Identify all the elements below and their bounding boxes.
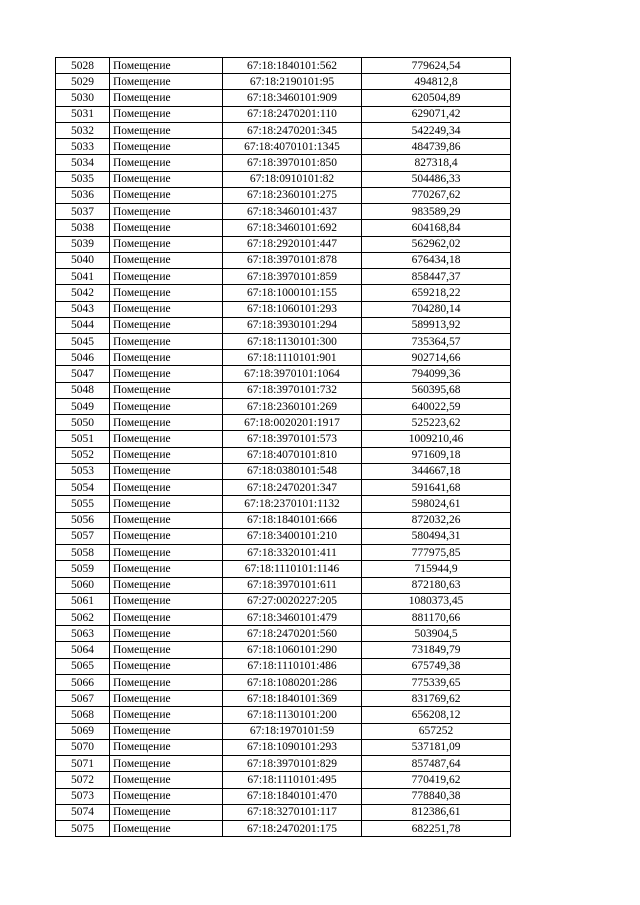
value-cell: 676434,18 bbox=[362, 252, 511, 268]
row-number-cell: 5042 bbox=[56, 285, 110, 301]
cadastral-number-cell: 67:18:2360101:275 bbox=[223, 187, 362, 203]
table-row bbox=[56, 301, 511, 317]
row-number-cell: 5048 bbox=[56, 382, 110, 398]
table-row bbox=[56, 512, 511, 528]
table-row bbox=[56, 772, 511, 788]
value-cell: 659218,22 bbox=[362, 285, 511, 301]
object-type-cell: Помещение bbox=[110, 122, 223, 138]
value-cell: 682251,78 bbox=[362, 821, 511, 837]
cadastral-number-cell: 67:18:3970101:878 bbox=[223, 252, 362, 268]
row-number-cell: 5074 bbox=[56, 804, 110, 820]
value-cell: 657252 bbox=[362, 723, 511, 739]
cadastral-number-cell: 67:18:3970101:829 bbox=[223, 756, 362, 772]
table-row bbox=[56, 252, 511, 268]
row-number-cell: 5049 bbox=[56, 398, 110, 414]
cadastral-number-cell: 67:18:2470201:347 bbox=[223, 480, 362, 496]
row-number-cell: 5039 bbox=[56, 236, 110, 252]
table-row bbox=[56, 333, 511, 349]
object-type-cell: Помещение bbox=[110, 723, 223, 739]
cadastral-number-cell: 67:18:1110101:1146 bbox=[223, 561, 362, 577]
value-cell: 591641,68 bbox=[362, 480, 511, 496]
cadastral-number-cell: 67:18:3460101:909 bbox=[223, 90, 362, 106]
table-body bbox=[56, 58, 511, 837]
value-cell: 881170,66 bbox=[362, 609, 511, 625]
row-number-cell: 5055 bbox=[56, 496, 110, 512]
value-cell: 525223,62 bbox=[362, 415, 511, 431]
table-row bbox=[56, 480, 511, 496]
object-type-cell: Помещение bbox=[110, 252, 223, 268]
object-type-cell: Помещение bbox=[110, 431, 223, 447]
cadastral-number-cell: 67:18:3460101:479 bbox=[223, 609, 362, 625]
value-cell: 902714,66 bbox=[362, 350, 511, 366]
object-type-cell: Помещение bbox=[110, 285, 223, 301]
value-cell: 831769,62 bbox=[362, 691, 511, 707]
cadastral-number-cell: 67:18:2470201:560 bbox=[223, 626, 362, 642]
cadastral-number-cell: 67:18:1130101:200 bbox=[223, 707, 362, 723]
row-number-cell: 5061 bbox=[56, 593, 110, 609]
value-cell: 827318,4 bbox=[362, 155, 511, 171]
table-row bbox=[56, 561, 511, 577]
table-row bbox=[56, 674, 511, 690]
object-type-cell: Помещение bbox=[110, 561, 223, 577]
value-cell: 629071,42 bbox=[362, 106, 511, 122]
row-number-cell: 5046 bbox=[56, 350, 110, 366]
table-row bbox=[56, 609, 511, 625]
row-number-cell: 5052 bbox=[56, 447, 110, 463]
cadastral-number-cell: 67:18:1840101:666 bbox=[223, 512, 362, 528]
table-row bbox=[56, 74, 511, 90]
value-cell: 504486,33 bbox=[362, 171, 511, 187]
row-number-cell: 5044 bbox=[56, 317, 110, 333]
cadastral-number-cell: 67:18:2360101:269 bbox=[223, 398, 362, 414]
value-cell: 503904,5 bbox=[362, 626, 511, 642]
object-type-cell: Помещение bbox=[110, 674, 223, 690]
row-number-cell: 5056 bbox=[56, 512, 110, 528]
object-type-cell: Помещение bbox=[110, 739, 223, 755]
row-number-cell: 5054 bbox=[56, 480, 110, 496]
cadastral-number-cell: 67:18:2190101:95 bbox=[223, 74, 362, 90]
object-type-cell: Помещение bbox=[110, 171, 223, 187]
object-type-cell: Помещение bbox=[110, 236, 223, 252]
value-cell: 971609,18 bbox=[362, 447, 511, 463]
value-cell: 779624,54 bbox=[362, 58, 511, 74]
value-cell: 1080373,45 bbox=[362, 593, 511, 609]
cadastral-number-cell: 67:18:1840101:369 bbox=[223, 691, 362, 707]
cadastral-number-cell: 67:18:1840101:470 bbox=[223, 788, 362, 804]
cadastral-number-cell: 67:18:3460101:692 bbox=[223, 220, 362, 236]
table-row bbox=[56, 691, 511, 707]
object-type-cell: Помещение bbox=[110, 90, 223, 106]
value-cell: 731849,79 bbox=[362, 642, 511, 658]
value-cell: 770419,62 bbox=[362, 772, 511, 788]
cadastral-number-cell: 67:18:0380101:548 bbox=[223, 463, 362, 479]
object-type-cell: Помещение bbox=[110, 756, 223, 772]
row-number-cell: 5072 bbox=[56, 772, 110, 788]
row-number-cell: 5063 bbox=[56, 626, 110, 642]
row-number-cell: 5057 bbox=[56, 528, 110, 544]
value-cell: 344667,18 bbox=[362, 463, 511, 479]
object-type-cell: Помещение bbox=[110, 415, 223, 431]
cadastral-number-cell: 67:18:1130101:300 bbox=[223, 333, 362, 349]
object-type-cell: Помещение bbox=[110, 642, 223, 658]
object-type-cell: Помещение bbox=[110, 398, 223, 414]
cadastral-number-cell: 67:18:1840101:562 bbox=[223, 58, 362, 74]
row-number-cell: 5070 bbox=[56, 739, 110, 755]
cadastral-number-cell: 67:18:1060101:293 bbox=[223, 301, 362, 317]
value-cell: 542249,34 bbox=[362, 122, 511, 138]
row-number-cell: 5060 bbox=[56, 577, 110, 593]
table-row bbox=[56, 155, 511, 171]
table-row bbox=[56, 171, 511, 187]
object-type-cell: Помещение bbox=[110, 187, 223, 203]
cadastral-number-cell: 67:27:0020227:205 bbox=[223, 593, 362, 609]
cadastral-number-cell: 67:18:1970101:59 bbox=[223, 723, 362, 739]
cadastral-number-cell: 67:18:3270101:117 bbox=[223, 804, 362, 820]
object-type-cell: Помещение bbox=[110, 74, 223, 90]
object-type-cell: Помещение bbox=[110, 788, 223, 804]
row-number-cell: 5053 bbox=[56, 463, 110, 479]
value-cell: 562962,02 bbox=[362, 236, 511, 252]
object-type-cell: Помещение bbox=[110, 658, 223, 674]
cadastral-number-cell: 67:18:2470201:345 bbox=[223, 122, 362, 138]
row-number-cell: 5036 bbox=[56, 187, 110, 203]
table-row bbox=[56, 350, 511, 366]
cadastral-number-cell: 67:18:1110101:486 bbox=[223, 658, 362, 674]
object-type-cell: Помещение bbox=[110, 382, 223, 398]
row-number-cell: 5066 bbox=[56, 674, 110, 690]
cadastral-number-cell: 67:18:3970101:611 bbox=[223, 577, 362, 593]
table-row bbox=[56, 723, 511, 739]
table-row bbox=[56, 642, 511, 658]
value-cell: 484739,86 bbox=[362, 139, 511, 155]
table-row bbox=[56, 626, 511, 642]
object-type-cell: Помещение bbox=[110, 691, 223, 707]
row-number-cell: 5068 bbox=[56, 707, 110, 723]
table-row bbox=[56, 236, 511, 252]
row-number-cell: 5069 bbox=[56, 723, 110, 739]
object-type-cell: Помещение bbox=[110, 772, 223, 788]
cadastral-number-cell: 67:18:4070101:1345 bbox=[223, 139, 362, 155]
table-row bbox=[56, 366, 511, 382]
table-row bbox=[56, 122, 511, 138]
value-cell: 1009210,46 bbox=[362, 431, 511, 447]
table-row bbox=[56, 545, 511, 561]
object-type-cell: Помещение bbox=[110, 496, 223, 512]
value-cell: 872032,26 bbox=[362, 512, 511, 528]
table-row bbox=[56, 804, 511, 820]
table-row bbox=[56, 382, 511, 398]
cadastral-number-cell: 67:18:3970101:850 bbox=[223, 155, 362, 171]
row-number-cell: 5030 bbox=[56, 90, 110, 106]
object-type-cell: Помещение bbox=[110, 707, 223, 723]
row-number-cell: 5028 bbox=[56, 58, 110, 74]
cadastral-number-cell: 67:18:1000101:155 bbox=[223, 285, 362, 301]
table-row bbox=[56, 204, 511, 220]
value-cell: 858447,37 bbox=[362, 269, 511, 285]
value-cell: 598024,61 bbox=[362, 496, 511, 512]
cadastral-number-cell: 67:18:1110101:495 bbox=[223, 772, 362, 788]
cadastral-number-cell: 67:18:3970101:732 bbox=[223, 382, 362, 398]
cadastral-number-cell: 67:18:4070101:810 bbox=[223, 447, 362, 463]
value-cell: 983589,29 bbox=[362, 204, 511, 220]
value-cell: 580494,31 bbox=[362, 528, 511, 544]
row-number-cell: 5073 bbox=[56, 788, 110, 804]
table-row bbox=[56, 496, 511, 512]
object-type-cell: Помещение bbox=[110, 804, 223, 820]
row-number-cell: 5041 bbox=[56, 269, 110, 285]
object-type-cell: Помещение bbox=[110, 269, 223, 285]
cadastral-number-cell: 67:18:1080201:286 bbox=[223, 674, 362, 690]
cadastral-number-cell: 67:18:1060101:290 bbox=[223, 642, 362, 658]
row-number-cell: 5047 bbox=[56, 366, 110, 382]
cadastral-number-cell: 67:18:3320101:411 bbox=[223, 545, 362, 561]
object-type-cell: Помещение bbox=[110, 447, 223, 463]
property-table bbox=[55, 57, 511, 837]
row-number-cell: 5058 bbox=[56, 545, 110, 561]
table-row bbox=[56, 707, 511, 723]
row-number-cell: 5059 bbox=[56, 561, 110, 577]
row-number-cell: 5051 bbox=[56, 431, 110, 447]
value-cell: 537181,09 bbox=[362, 739, 511, 755]
row-number-cell: 5029 bbox=[56, 74, 110, 90]
row-number-cell: 5067 bbox=[56, 691, 110, 707]
table-row bbox=[56, 187, 511, 203]
cadastral-number-cell: 67:18:3970101:573 bbox=[223, 431, 362, 447]
object-type-cell: Помещение bbox=[110, 204, 223, 220]
cadastral-number-cell: 67:18:2920101:447 bbox=[223, 236, 362, 252]
row-number-cell: 5045 bbox=[56, 333, 110, 349]
row-number-cell: 5062 bbox=[56, 609, 110, 625]
cadastral-number-cell: 67:18:3970101:859 bbox=[223, 269, 362, 285]
cadastral-number-cell: 67:18:1090101:293 bbox=[223, 739, 362, 755]
value-cell: 775339,65 bbox=[362, 674, 511, 690]
object-type-cell: Помещение bbox=[110, 626, 223, 642]
table-row bbox=[56, 106, 511, 122]
cadastral-number-cell: 67:18:0020201:1917 bbox=[223, 415, 362, 431]
object-type-cell: Помещение bbox=[110, 593, 223, 609]
value-cell: 778840,38 bbox=[362, 788, 511, 804]
row-number-cell: 5043 bbox=[56, 301, 110, 317]
cadastral-number-cell: 67:18:1110101:901 bbox=[223, 350, 362, 366]
row-number-cell: 5040 bbox=[56, 252, 110, 268]
row-number-cell: 5075 bbox=[56, 821, 110, 837]
value-cell: 604168,84 bbox=[362, 220, 511, 236]
cadastral-number-cell: 67:18:3400101:210 bbox=[223, 528, 362, 544]
row-number-cell: 5037 bbox=[56, 204, 110, 220]
object-type-cell: Помещение bbox=[110, 58, 223, 74]
object-type-cell: Помещение bbox=[110, 609, 223, 625]
value-cell: 640022,59 bbox=[362, 398, 511, 414]
value-cell: 704280,14 bbox=[362, 301, 511, 317]
object-type-cell: Помещение bbox=[110, 350, 223, 366]
cadastral-number-cell: 67:18:2470201:175 bbox=[223, 821, 362, 837]
cadastral-number-cell: 67:18:2470201:110 bbox=[223, 106, 362, 122]
object-type-cell: Помещение bbox=[110, 577, 223, 593]
object-type-cell: Помещение bbox=[110, 463, 223, 479]
object-type-cell: Помещение bbox=[110, 155, 223, 171]
value-cell: 715944,9 bbox=[362, 561, 511, 577]
table-row bbox=[56, 269, 511, 285]
cadastral-number-cell: 67:18:0910101:82 bbox=[223, 171, 362, 187]
value-cell: 675749,38 bbox=[362, 658, 511, 674]
value-cell: 560395,68 bbox=[362, 382, 511, 398]
value-cell: 794099,36 bbox=[362, 366, 511, 382]
object-type-cell: Помещение bbox=[110, 317, 223, 333]
table-row bbox=[56, 528, 511, 544]
value-cell: 770267,62 bbox=[362, 187, 511, 203]
object-type-cell: Помещение bbox=[110, 528, 223, 544]
table-row bbox=[56, 821, 511, 837]
row-number-cell: 5038 bbox=[56, 220, 110, 236]
row-number-cell: 5031 bbox=[56, 106, 110, 122]
table-row bbox=[56, 739, 511, 755]
table-row bbox=[56, 658, 511, 674]
table-row bbox=[56, 285, 511, 301]
row-number-cell: 5033 bbox=[56, 139, 110, 155]
value-cell: 494812,8 bbox=[362, 74, 511, 90]
table-row bbox=[56, 447, 511, 463]
row-number-cell: 5035 bbox=[56, 171, 110, 187]
table-row bbox=[56, 593, 511, 609]
value-cell: 735364,57 bbox=[362, 333, 511, 349]
object-type-cell: Помещение bbox=[110, 301, 223, 317]
table-row bbox=[56, 139, 511, 155]
cadastral-number-cell: 67:18:2370101:1132 bbox=[223, 496, 362, 512]
object-type-cell: Помещение bbox=[110, 366, 223, 382]
row-number-cell: 5071 bbox=[56, 756, 110, 772]
table-row bbox=[56, 463, 511, 479]
table-row bbox=[56, 317, 511, 333]
table-row bbox=[56, 431, 511, 447]
object-type-cell: Помещение bbox=[110, 333, 223, 349]
row-number-cell: 5034 bbox=[56, 155, 110, 171]
object-type-cell: Помещение bbox=[110, 480, 223, 496]
value-cell: 857487,64 bbox=[362, 756, 511, 772]
row-number-cell: 5050 bbox=[56, 415, 110, 431]
table-row bbox=[56, 577, 511, 593]
cadastral-number-cell: 67:18:3460101:437 bbox=[223, 204, 362, 220]
row-number-cell: 5032 bbox=[56, 122, 110, 138]
table-row bbox=[56, 756, 511, 772]
table-row bbox=[56, 398, 511, 414]
object-type-cell: Помещение bbox=[110, 106, 223, 122]
table-row bbox=[56, 788, 511, 804]
value-cell: 872180,63 bbox=[362, 577, 511, 593]
object-type-cell: Помещение bbox=[110, 139, 223, 155]
value-cell: 656208,12 bbox=[362, 707, 511, 723]
value-cell: 777975,85 bbox=[362, 545, 511, 561]
cadastral-number-cell: 67:18:3930101:294 bbox=[223, 317, 362, 333]
table-row bbox=[56, 90, 511, 106]
table-row bbox=[56, 220, 511, 236]
value-cell: 620504,89 bbox=[362, 90, 511, 106]
row-number-cell: 5064 bbox=[56, 642, 110, 658]
row-number-cell: 5065 bbox=[56, 658, 110, 674]
table-row bbox=[56, 58, 511, 74]
object-type-cell: Помещение bbox=[110, 821, 223, 837]
value-cell: 812386,61 bbox=[362, 804, 511, 820]
cadastral-number-cell: 67:18:3970101:1064 bbox=[223, 366, 362, 382]
object-type-cell: Помещение bbox=[110, 512, 223, 528]
object-type-cell: Помещение bbox=[110, 545, 223, 561]
value-cell: 589913,92 bbox=[362, 317, 511, 333]
object-type-cell: Помещение bbox=[110, 220, 223, 236]
table-row bbox=[56, 415, 511, 431]
